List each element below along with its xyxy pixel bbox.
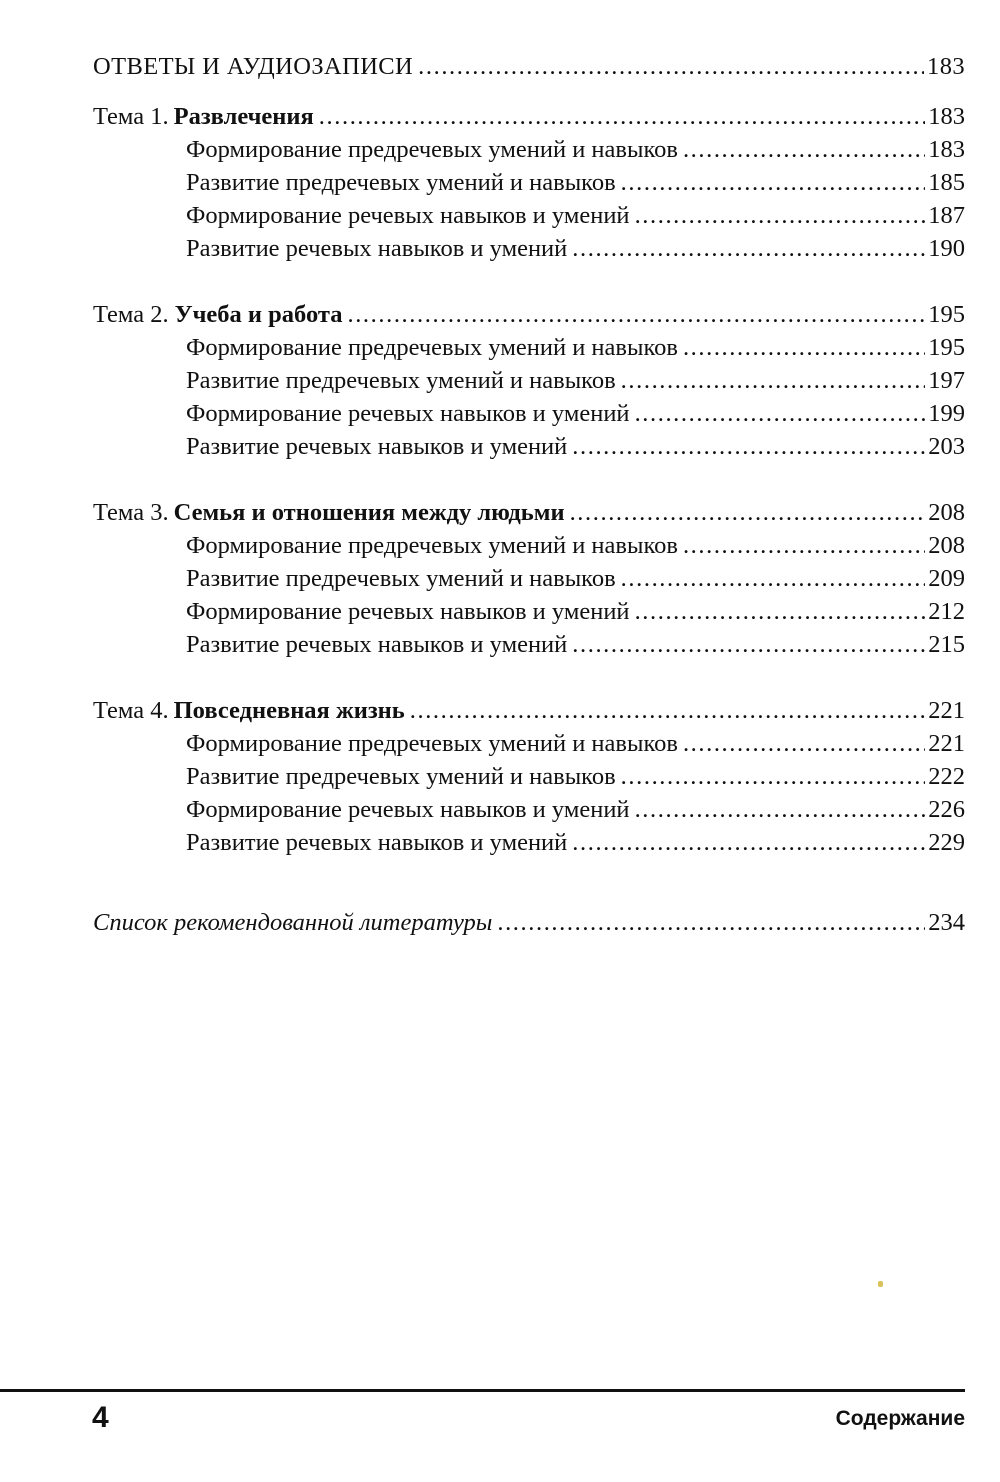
entry-title: Развитие предречевых умений и навыков	[186, 763, 616, 790]
literature-title: Список рекомендованной литературы	[93, 909, 493, 936]
page-ref: 185	[928, 169, 965, 196]
entry-title: Развитие речевых навыков и умений	[186, 433, 568, 460]
topic-title: Учеба и работа	[174, 301, 343, 328]
topic-label: Тема 4.	[93, 697, 169, 724]
page-ref: 222	[928, 763, 965, 790]
page-ref: 197	[928, 367, 965, 394]
toc-entry	[93, 760, 965, 793]
entry-title: Формирование речевых навыков и умений	[186, 796, 630, 823]
toc-entry	[93, 364, 965, 397]
page-ref: 183	[928, 103, 965, 130]
dot-leader	[572, 826, 925, 859]
page-ref: 221	[928, 730, 965, 757]
toc-heading-row	[93, 50, 965, 83]
entry-title: Формирование предречевых умений и навыков	[186, 136, 678, 163]
page-ref: 183	[928, 136, 965, 163]
topic-row	[93, 694, 965, 727]
page-ref: 183	[927, 53, 965, 80]
entry-title: Развитие предречевых умений и навыков	[186, 565, 616, 592]
dot-leader	[635, 793, 926, 826]
page-ref: 229	[928, 829, 965, 856]
page-ref: 195	[928, 334, 965, 361]
page-ref: 215	[928, 631, 965, 658]
dot-leader	[683, 331, 925, 364]
entry-title: Развитие речевых навыков и умений	[186, 235, 568, 262]
topic-row	[93, 100, 965, 133]
page-ref: 187	[928, 202, 965, 229]
page-ref: 199	[928, 400, 965, 427]
dot-leader	[635, 595, 926, 628]
dot-leader	[319, 100, 925, 133]
page-ref: 226	[928, 796, 965, 823]
toc-entry	[93, 529, 965, 562]
page-number: 4	[92, 1401, 109, 1434]
toc-entry	[93, 166, 965, 199]
dot-leader	[570, 496, 926, 529]
page-ref: 209	[928, 565, 965, 592]
page-ref: 195	[928, 301, 965, 328]
entry-title: Развитие речевых навыков и умений	[186, 829, 568, 856]
page-ref: 234	[928, 909, 965, 936]
topic-label: Тема 2.	[93, 301, 169, 328]
dot-leader	[621, 562, 926, 595]
topic-row	[93, 298, 965, 331]
entry-title: Формирование предречевых умений и навыков	[186, 532, 678, 559]
page-ref: 208	[928, 499, 965, 526]
page-ref: 208	[928, 532, 965, 559]
toc-entry	[93, 133, 965, 166]
entry-title: Развитие речевых навыков и умений	[186, 631, 568, 658]
dot-leader	[683, 133, 925, 166]
page-ref: 212	[928, 598, 965, 625]
table-of-contents	[93, 50, 965, 939]
dot-leader	[410, 694, 926, 727]
dot-leader	[497, 906, 925, 939]
entry-title: Формирование предречевых умений и навыков	[186, 730, 678, 757]
page-ref: 190	[928, 235, 965, 262]
page-ref: 221	[928, 697, 965, 724]
dot-leader	[621, 760, 926, 793]
topic-title: Развлечения	[173, 103, 314, 130]
toc-entry	[93, 727, 965, 760]
toc-heading: ОТВЕТЫ И АУДИОЗАПИСИ	[93, 53, 414, 80]
toc-entry	[93, 232, 965, 265]
dot-leader	[683, 727, 925, 760]
dot-leader	[572, 232, 925, 265]
toc-entry	[93, 628, 965, 661]
topic-label: Тема 1.	[93, 103, 169, 130]
toc-entry	[93, 562, 965, 595]
dot-leader	[418, 50, 924, 83]
dot-leader	[572, 628, 925, 661]
entry-title: Формирование предречевых умений и навыков	[186, 334, 678, 361]
dot-leader	[683, 529, 925, 562]
dot-leader	[635, 199, 926, 232]
dot-leader	[635, 397, 926, 430]
entry-title: Формирование речевых навыков и умений	[186, 598, 630, 625]
toc-entry	[93, 826, 965, 859]
dot-leader	[621, 166, 926, 199]
toc-entry	[93, 430, 965, 463]
dot-leader	[572, 430, 925, 463]
entry-title: Формирование речевых навыков и умений	[186, 400, 630, 427]
running-footer-section: Содержание	[835, 1407, 965, 1430]
toc-entry	[93, 793, 965, 826]
entry-title: Развитие предречевых умений и навыков	[186, 367, 616, 394]
dot-leader	[621, 364, 926, 397]
topic-row	[93, 496, 965, 529]
entry-title: Развитие предречевых умений и навыков	[186, 169, 616, 196]
entry-title: Формирование речевых навыков и умений	[186, 202, 630, 229]
topic-title: Повседневная жизнь	[173, 697, 405, 724]
toc-entry	[93, 199, 965, 232]
footer-rule	[0, 1389, 965, 1392]
toc-entry	[93, 397, 965, 430]
print-speck	[878, 1281, 883, 1287]
toc-entry	[93, 595, 965, 628]
topic-title: Семья и отношения между людьми	[173, 499, 565, 526]
page-ref: 203	[928, 433, 965, 460]
topic-label: Тема 3.	[93, 499, 169, 526]
literature-row	[93, 906, 965, 939]
dot-leader	[347, 298, 925, 331]
toc-entry	[93, 331, 965, 364]
